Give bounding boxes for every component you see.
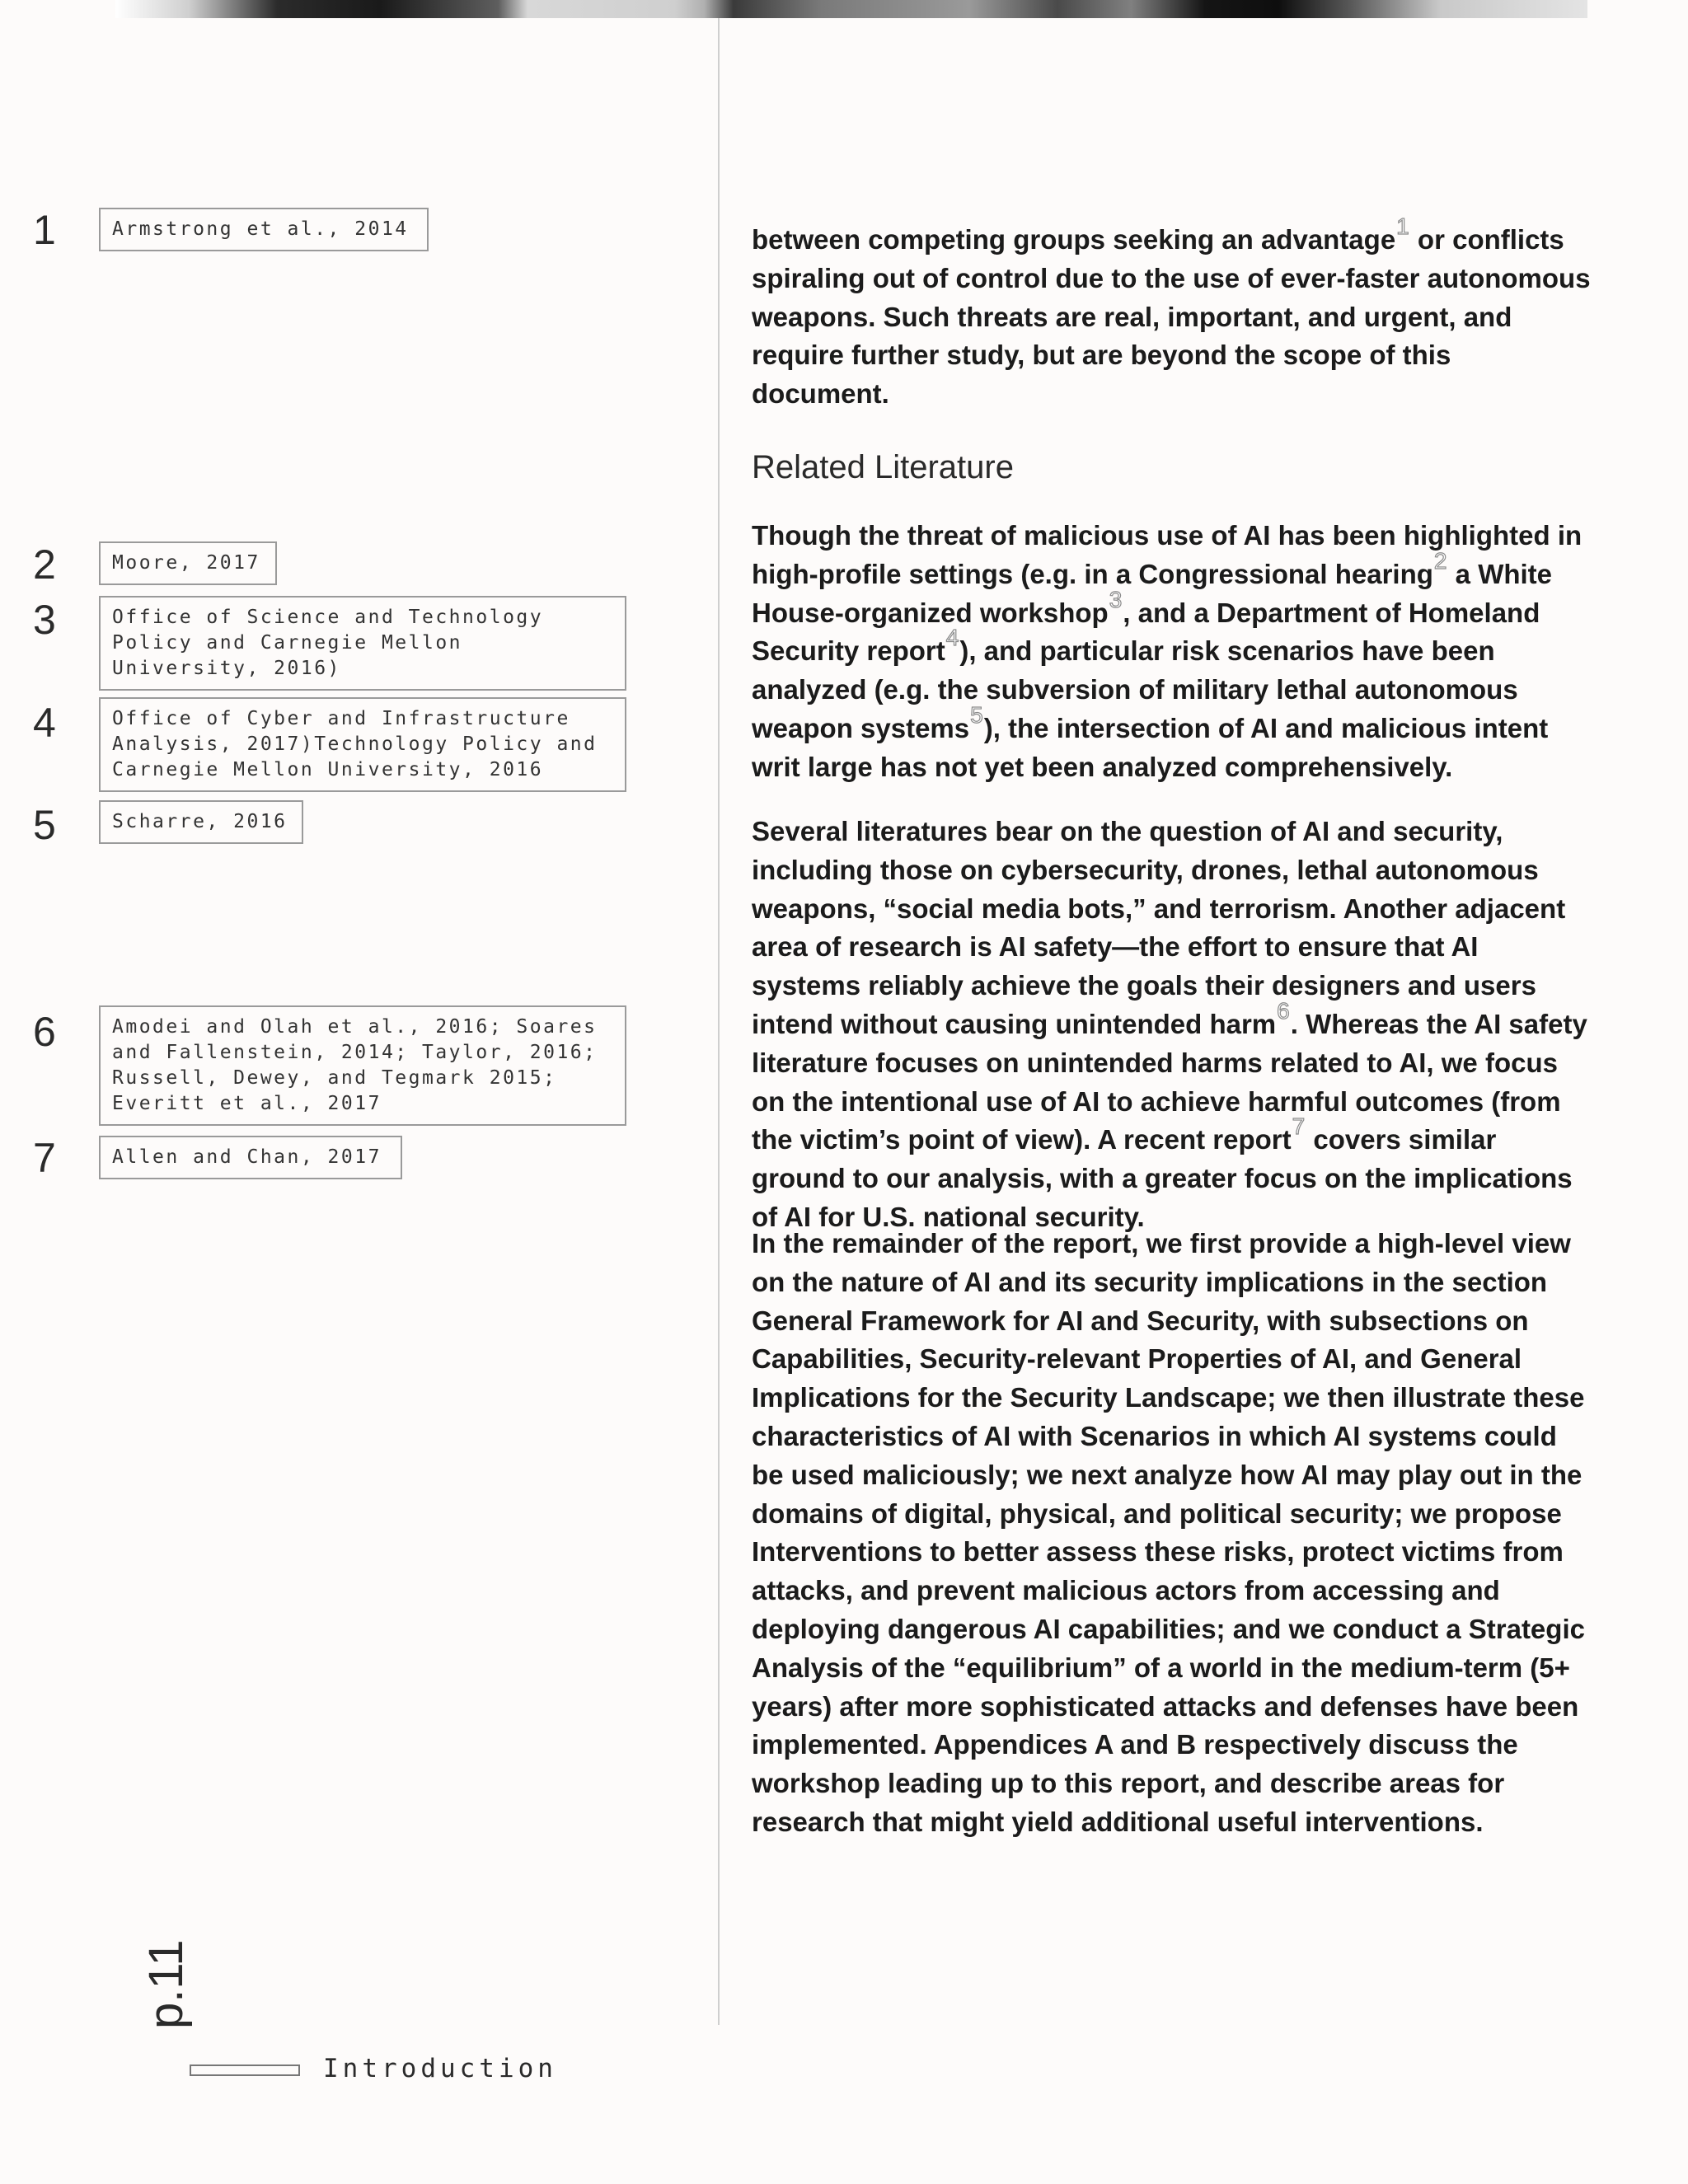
intro-text-a: between competing groups seeking an advantage <box>752 224 1396 255</box>
p1-text-e: ), the intersection of AI and malicious intent writ large has not yet been analyzed comprehensively. <box>752 712 1549 782</box>
footnote-ref-1[interactable]: 1 <box>1396 213 1409 239</box>
section-marker-bar <box>190 2064 300 2076</box>
note-citation-3: Office of Science and Technology Policy and Carnegie Mellon University, 2016) <box>99 596 626 691</box>
footnote-ref-4[interactable]: 4 <box>945 625 959 651</box>
note-citation-6: Amodei and Olah et al., 2016; Soares and Fallenstein, 2014; Taylor, 2016; Russell, Dewey, and Tegmark 2015; Everitt et al., 2017 <box>99 1005 626 1126</box>
note-number-5: 5 <box>33 802 56 848</box>
intro-text-b: or conflicts spiraling out of control due to the use of ever-faster autonomous weapons. Such threats are real, important, and urgent, and require further study, but are beyond the scope of this document. <box>752 224 1591 410</box>
note-citation-7: Allen and Chan, 2017 <box>99 1136 402 1179</box>
note-citation-1: Armstrong et al., 2014 <box>99 208 429 251</box>
note-citation-2: Moore, 2017 <box>99 541 277 585</box>
column-divider <box>718 18 720 2025</box>
p1-text-a: Though the threat of malicious use of AI has been highlighted in high-profile settings (e.g. in a Congressional hearing <box>752 520 1582 589</box>
paragraph-1 <box>752 517 1592 787</box>
paragraph-2 <box>752 813 1592 1237</box>
p1-text-c: , and a Department of Homeland Security report <box>752 597 1540 667</box>
note-number-6: 6 <box>33 1009 56 1055</box>
p2-text-b: . Whereas the AI safety literature focuses on unintended harms related to AI, we focus on the intentional use of AI to achieve harmful outcomes (from the victim’s point of view). A recent report <box>752 1008 1587 1155</box>
p3-text: In the remainder of the report, we first provide a high-level view on the nature of AI and its security implications in the section General Framework for AI and Security, with subsections on Capabilities, Security-relevant Properties of AI, and General Implications for the Security Landscape; we then illustrate these characteristics of AI with Scenarios in which AI systems could be used maliciously; we next analyze how AI may play out in the domains of digital, physical, and political security; we propose Interventions to better assess these risks, protect victims from attacks, and prevent malicious actors from accessing and deploying dangerous AI capabilities; and we conduct a Strategic Analysis of the “equilibrium” of a world in the medium-term (5+ years) after more sophisticated attacks and defenses have been implemented. Appendices A and B respectively discuss the workshop leading up to this report, and describe areas for research that might yield additional useful interventions. <box>752 1228 1585 1837</box>
footnote-ref-7[interactable]: 7 <box>1292 1113 1306 1140</box>
note-citation-4: Office of Cyber and Infrastructure Analysis, 2017)Technology Policy and Carnegie Mellon University, 2016 <box>99 697 626 792</box>
section-heading: Related Literature <box>752 449 1014 485</box>
page-number: p.11 <box>139 1939 193 2029</box>
p1-text-d: ), and particular risk scenarios have been analyzed (e.g. the subversion of military lethal autonomous weapon systems <box>752 635 1518 743</box>
note-citation-5: Scharre, 2016 <box>99 800 303 844</box>
note-number-1: 1 <box>33 207 56 253</box>
note-number-2: 2 <box>33 541 56 588</box>
footnote-ref-3[interactable]: 3 <box>1109 586 1123 612</box>
footnote-ref-5[interactable]: 5 <box>970 701 983 728</box>
p2-text-a: Several literatures bear on the question of AI and security, including those on cybersecurity, drones, lethal autonomous weapons, “social media bots,” and terrorism. Another adjacent area of research is AI safety—the effort to ensure that AI systems reliably achieve the goals their designers and users intend without causing unintended harm <box>752 816 1566 1039</box>
intro-paragraph <box>752 213 1592 414</box>
footnote-ref-2[interactable]: 2 <box>1433 547 1447 574</box>
header-gradient-bar <box>115 0 1587 18</box>
p2-text-c: covers similar ground to our analysis, with a greater focus on the implications of AI for U.S. national security. <box>752 1124 1573 1232</box>
note-number-4: 4 <box>33 700 56 746</box>
paragraph-3 <box>752 1225 1592 1842</box>
section-name: Introduction <box>323 2054 557 2083</box>
p1-text-b: a White House-organized workshop <box>752 558 1553 628</box>
note-number-3: 3 <box>33 597 56 643</box>
footnote-ref-6[interactable]: 6 <box>1277 997 1290 1024</box>
note-number-7: 7 <box>33 1135 56 1181</box>
